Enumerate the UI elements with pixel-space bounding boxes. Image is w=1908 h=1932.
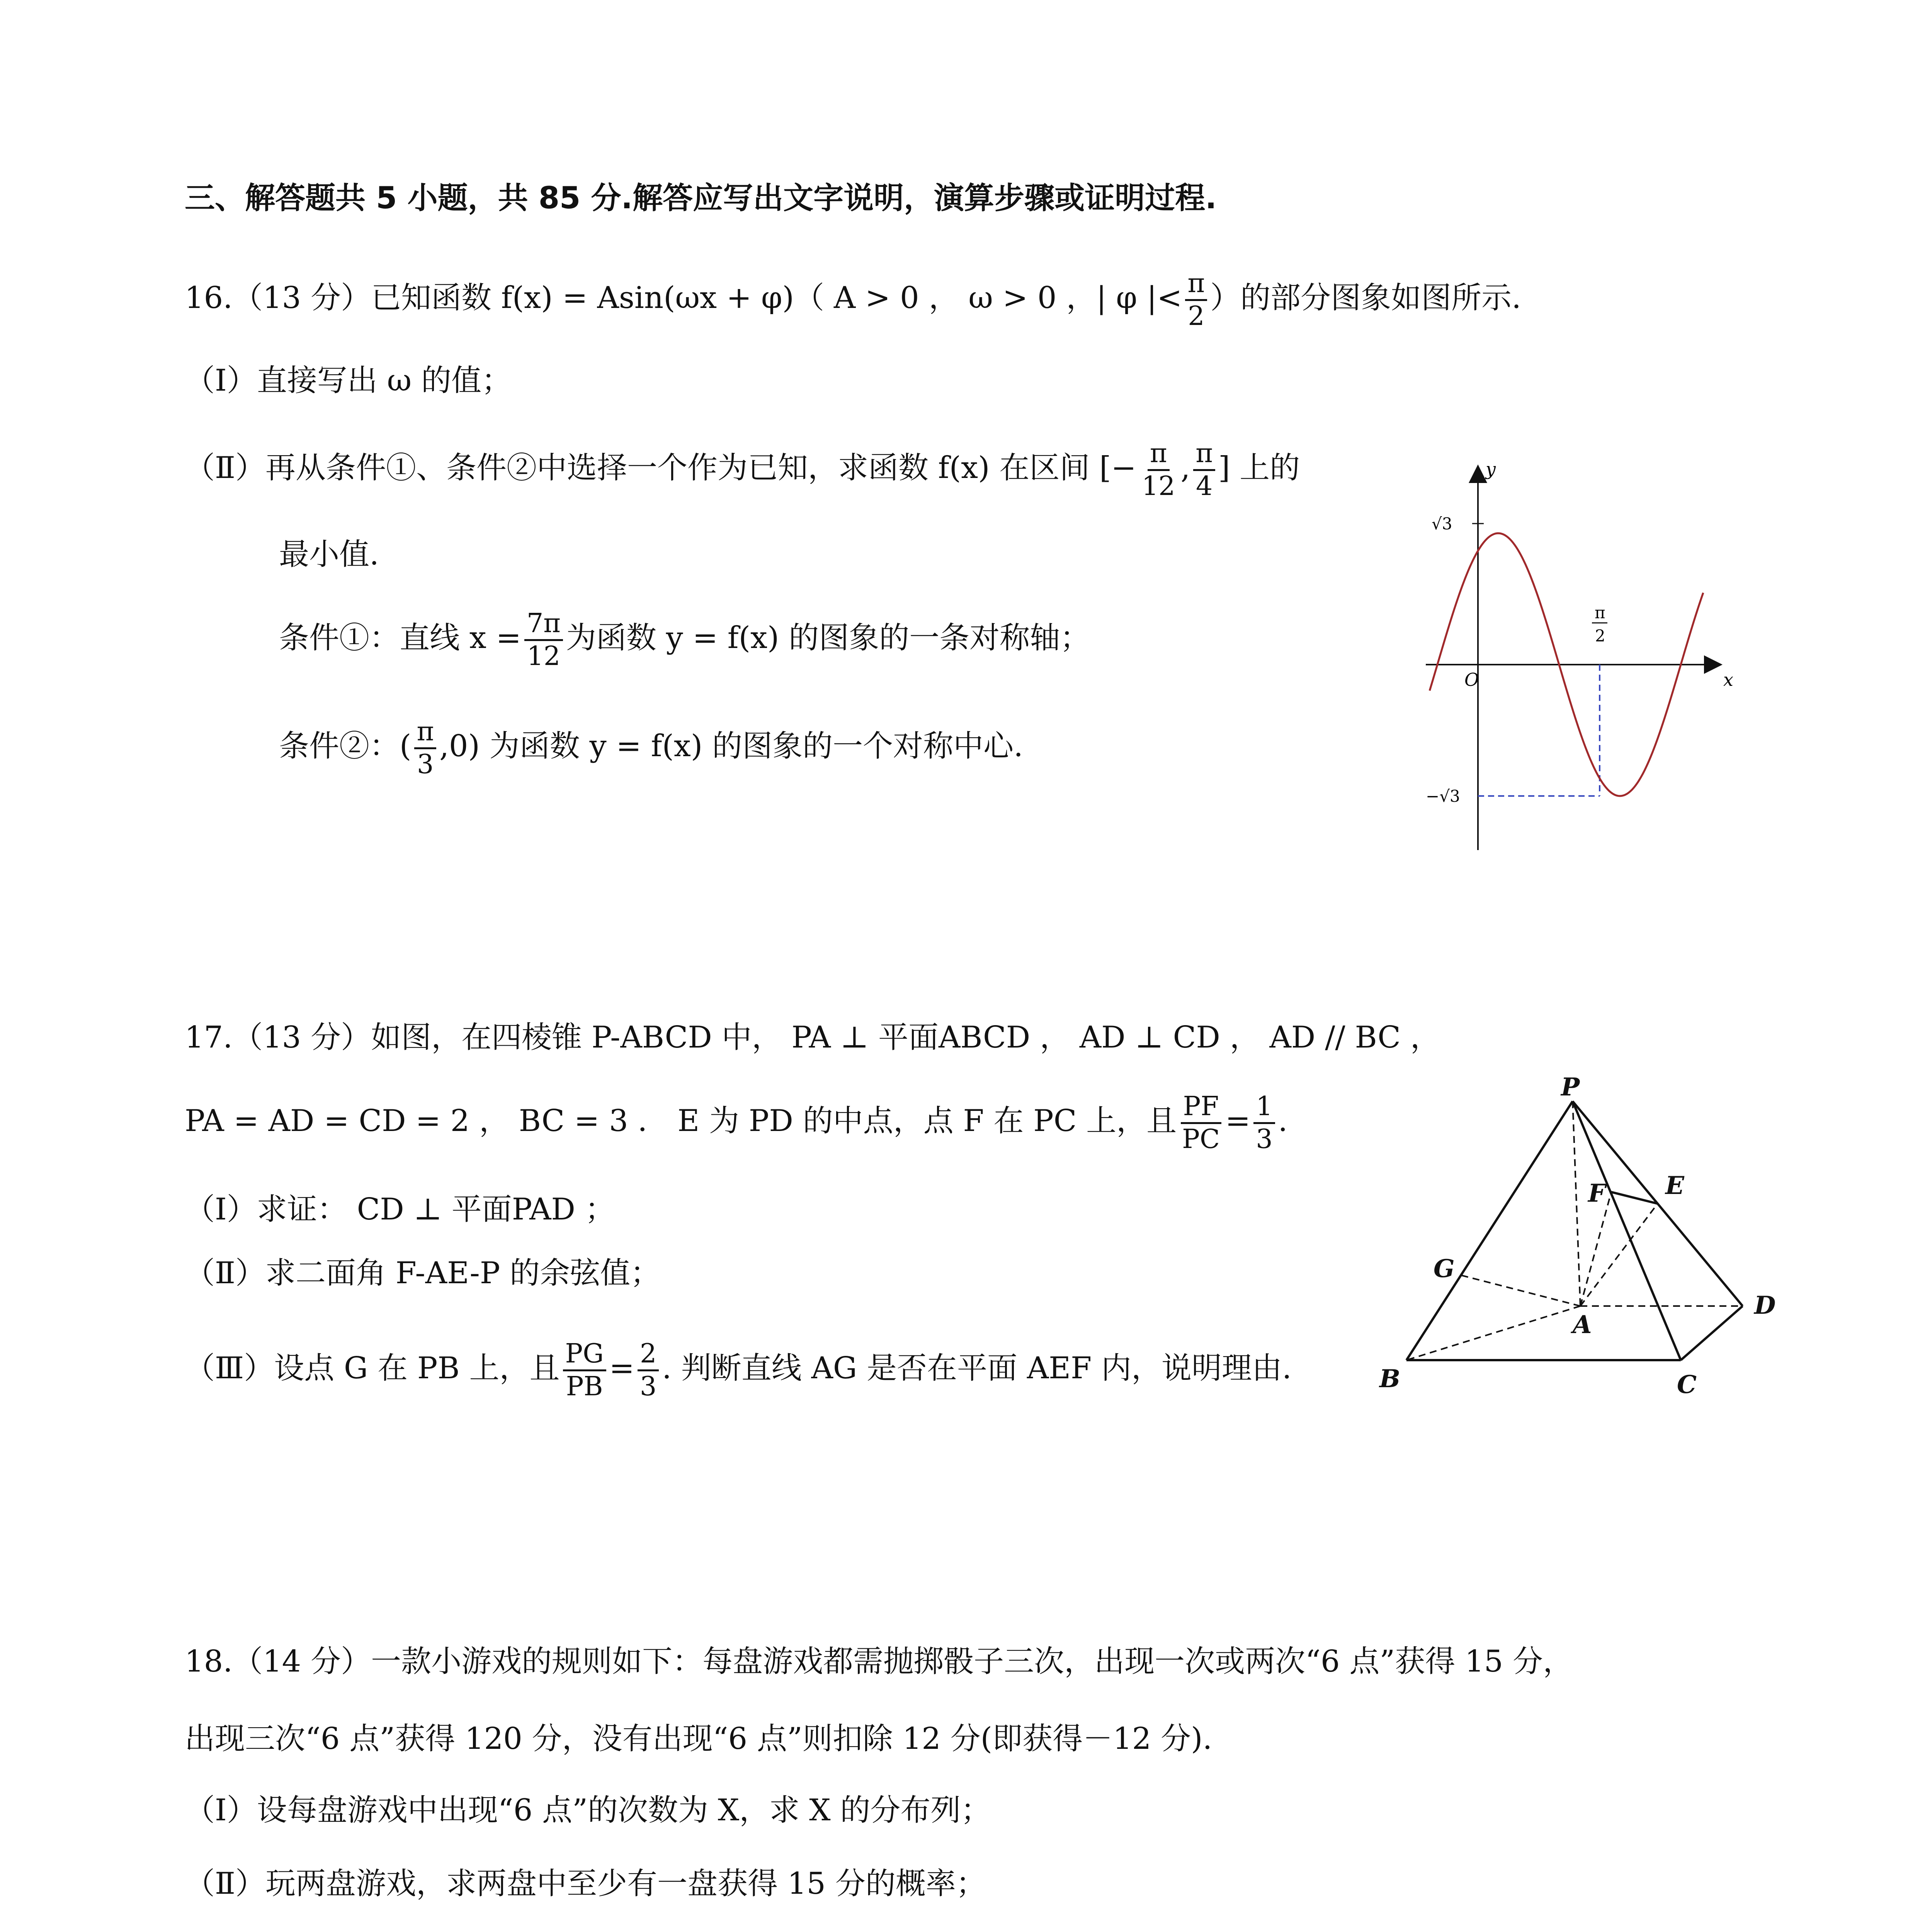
fraction-numerator: π	[1193, 440, 1215, 471]
vertex-label-D: D	[1754, 1291, 1776, 1320]
q17-part3-text-b: . 判断直线 AG 是否在平面 AEF 内，说明理由.	[662, 1351, 1292, 1386]
q16-part2-fraction-1	[1139, 440, 1178, 500]
fraction-numerator: 7π	[524, 611, 563, 641]
q16-part2-fraction-2	[1193, 440, 1215, 500]
q16-sine-graph	[1410, 452, 1766, 862]
q16-stem-fraction	[1185, 270, 1207, 330]
point-label-F: F	[1588, 1179, 1606, 1208]
q16-part2-separator: ,	[1180, 451, 1190, 485]
q18-stem-line2: 出现三次“6 点”获得 120 分，没有出现“6 点”则扣除 12 分(即获得－12 分).	[185, 1721, 1212, 1756]
segment-AF-hidden	[1580, 1192, 1611, 1306]
y-min-label: −√3	[1426, 787, 1460, 806]
q16-part2-continuation: 最小值.	[279, 537, 379, 572]
q16-stem-text-b: ）的部分图象如图所示.	[1210, 281, 1521, 315]
vertex-label-B: B	[1379, 1364, 1401, 1393]
x-tick-numerator: π	[1595, 603, 1605, 622]
q18-part2: （Ⅱ）玩两盘游戏，求两盘中至少有一盘获得 15 分的概率；	[185, 1866, 986, 1901]
y-axis-label: y	[1486, 459, 1496, 480]
segment-AG-hidden	[1461, 1275, 1580, 1306]
q17-stem-end: .	[1278, 1104, 1288, 1138]
pyramid-svg	[1356, 1074, 1820, 1430]
vertex-label-A: A	[1573, 1310, 1592, 1339]
fraction-denominator: 2	[1188, 301, 1205, 332]
fraction-numerator: π	[1148, 440, 1170, 471]
q16-part2	[185, 440, 1300, 500]
q17-part3-fraction-1	[563, 1338, 606, 1402]
q16-cond1-fraction	[524, 608, 563, 672]
fraction-numerator: PF	[1181, 1094, 1221, 1124]
q16-cond1-text-a: 条件①：直线 x =	[279, 621, 521, 655]
edge-CD	[1681, 1306, 1743, 1360]
q17-stem-text-b: PA = AD = CD = 2 ， BC = 3 ． E 为 PD 的中点，点 F 在 PC 上，且	[185, 1104, 1177, 1138]
fraction-denominator: PC	[1182, 1124, 1220, 1155]
q16-cond2-text-a: 条件②：(	[279, 729, 412, 764]
edge-PA-hidden	[1573, 1101, 1580, 1306]
q17-stem-line1: 17.（13 分）如图，在四棱锥 P-ABCD 中， PA ⊥ 平面ABCD ， AD ⊥ CD ， AD // BC ，	[185, 1020, 1440, 1055]
q16-condition-1	[279, 608, 1090, 672]
q17-part3	[185, 1338, 1292, 1402]
edge-AB-hidden	[1406, 1306, 1580, 1360]
q17-part2: （Ⅱ）求二面角 F-AE-P 的余弦值；	[185, 1256, 661, 1291]
y-max-label: √3	[1432, 514, 1452, 533]
q17-stem-equals: =	[1225, 1104, 1251, 1138]
fraction-denominator: PB	[566, 1371, 603, 1402]
fraction-denominator: 4	[1195, 471, 1213, 502]
q16-stem	[185, 270, 1521, 330]
q16-cond2-text-b: ,0) 为函数 y = f(x) 的图象的一个对称中心.	[439, 729, 1023, 764]
fraction-numerator: π	[414, 719, 436, 749]
q16-cond1-text-b: 为函数 y = f(x) 的图象的一条对称轴；	[566, 621, 1090, 655]
q18-stem-line1: 18.（14 分）一款小游戏的规则如下：每盘游戏都需抛掷骰子三次，出现一次或两次“6 点”获得 15 分，	[185, 1644, 1573, 1679]
fraction-denominator: 3	[1256, 1124, 1273, 1155]
origin-label: O	[1464, 669, 1479, 690]
q16-stem-text-a: 16.（13 分）已知函数 f(x) = Asin(ωx + φ)（ A > 0 ， ω > 0 ，| φ |<	[185, 281, 1182, 315]
q17-part1: （Ⅰ）求证： CD ⊥ 平面PAD ；	[185, 1192, 615, 1227]
point-label-G: G	[1434, 1254, 1455, 1283]
q16-part1: （Ⅰ）直接写出 ω 的值；	[185, 363, 512, 398]
q17-pyramid-figure	[1356, 1074, 1820, 1430]
x-axis-label: x	[1723, 669, 1733, 690]
fraction-numerator: 2	[638, 1341, 659, 1371]
q17-stem-fraction-2	[1253, 1091, 1275, 1155]
vertex-label-C: C	[1677, 1370, 1697, 1399]
q17-part3-text-a: （Ⅲ）设点 G 在 PB 上，且	[185, 1351, 560, 1386]
q16-cond2-fraction	[414, 716, 436, 780]
q17-stem-fraction-1	[1180, 1091, 1222, 1155]
vertex-label-P: P	[1561, 1074, 1580, 1102]
q16-part2-text-a: （Ⅱ）再从条件①、条件②中选择一个作为已知，求函数 f(x) 在区间 [−	[185, 451, 1136, 485]
fraction-denominator: 3	[417, 749, 434, 780]
point-label-E: E	[1665, 1171, 1684, 1200]
edge-PB	[1406, 1101, 1573, 1360]
fraction-numerator: π	[1185, 270, 1207, 301]
fraction-denominator: 3	[639, 1371, 657, 1402]
q18-part1: （Ⅰ）设每盘游戏中出现“6 点”的次数为 X，求 X 的分布列；	[185, 1793, 991, 1828]
q17-part3-equals: =	[609, 1351, 634, 1386]
q16-condition-2	[279, 716, 1023, 780]
fraction-denominator: 12	[1141, 471, 1175, 502]
fraction-numerator: PG	[563, 1341, 606, 1371]
fraction-denominator: 12	[527, 641, 561, 672]
fraction-numerator: 1	[1253, 1094, 1275, 1124]
q17-part3-fraction-2	[638, 1338, 659, 1402]
sine-graph-svg	[1410, 452, 1766, 862]
section-heading: 三、解答题共 5 小题，共 85 分.解答应写出文字说明，演算步骤或证明过程.	[185, 181, 1217, 216]
q16-part2-text-b: ] 上的	[1218, 451, 1300, 485]
q17-stem-line2	[185, 1091, 1288, 1155]
x-tick-denominator: 2	[1595, 626, 1605, 645]
segment-AE-hidden	[1580, 1204, 1658, 1306]
